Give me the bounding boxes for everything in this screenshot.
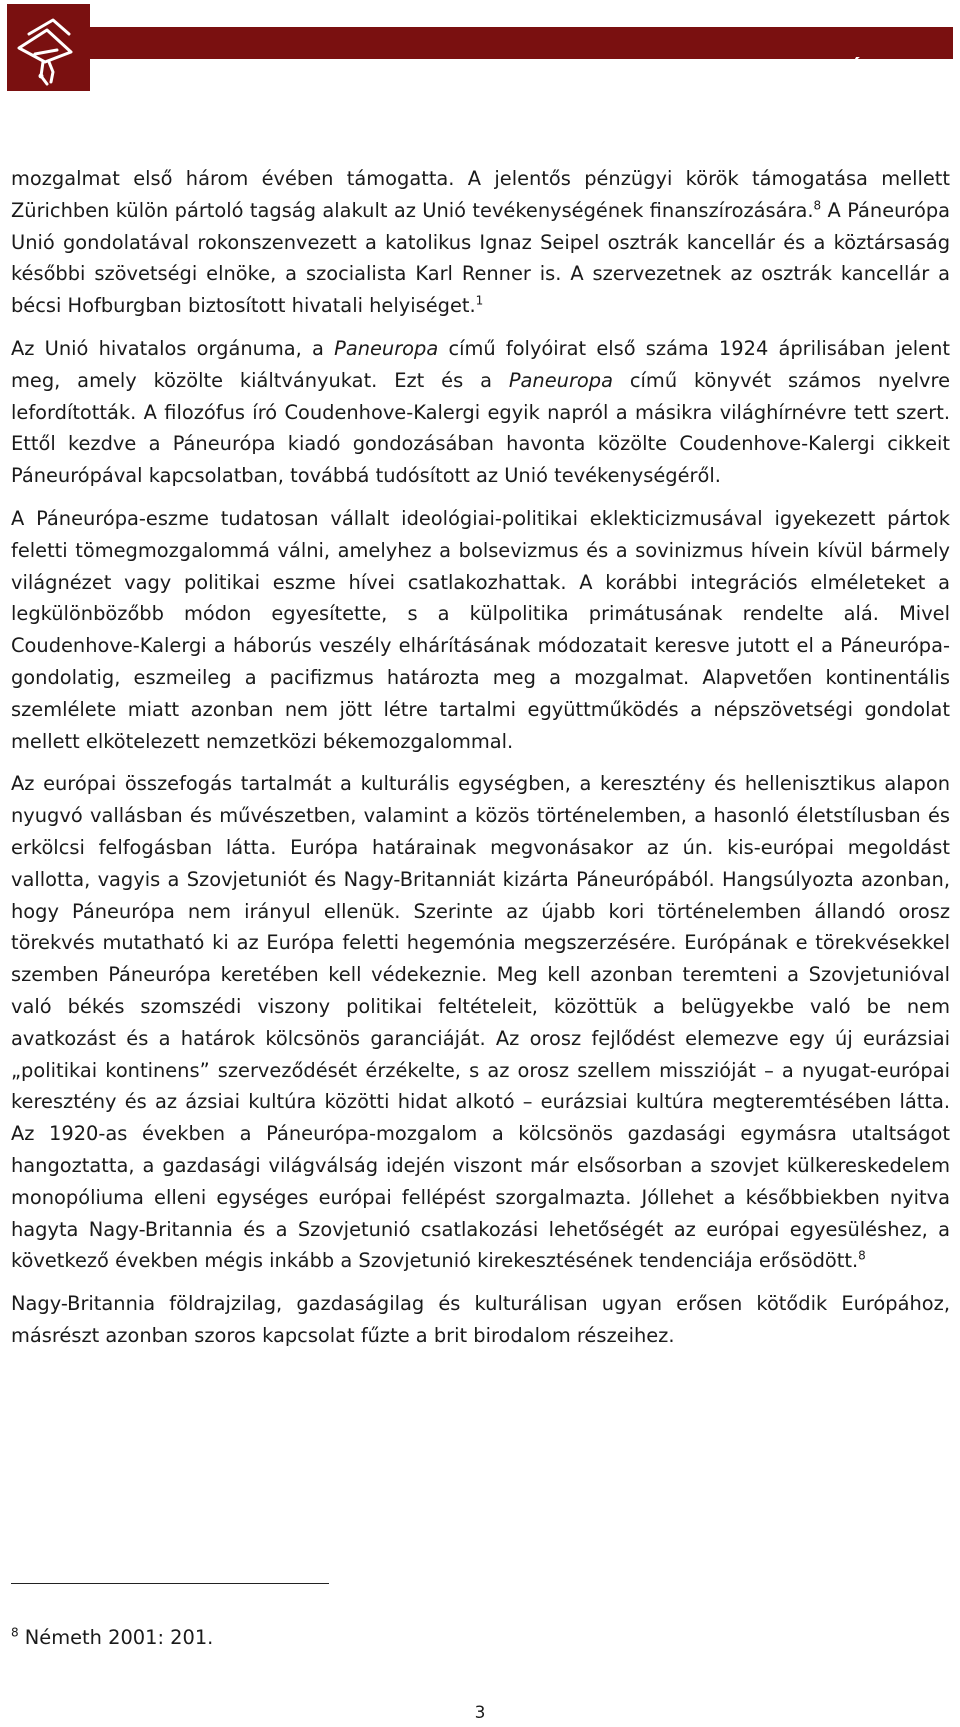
footnote-ref-1: 1 (475, 293, 484, 308)
book-title: Paneuropa (508, 368, 613, 392)
paragraph-4: Az európai összefogás tartalmát a kulturális egységben, a keresztény és hellenisztikus alapon nyugvó vallásban és művészetben, valamint a közös történelemben, a hasonló életstílusban és erkölcsi felfogásban látta. Európa határainak megvonásakor az ún. kis-európai megoldást vallotta, vagyis a Szovjetuniót és Nagy-Britanniát kizárta Páneurópából. Hangsúlyozta azonban, hogy Páneurópa nem irányul ellenük. Szerinte az újabb kori történelemben állandó orosz törekvés mutatható ki az Európa feletti hegemónia megszerzésére. Európának e törekvésekkel szemben Páneurópa keretében kell védekeznie. Meg kell azonban teremteni a Szovjetunióval való békés szomszédi viszony politikai feltételeit, közöttük a belügyekbe való be nem avatkozást és a határok kölcsönös garanciáját. Az orosz fejlődést elemezve egy új eurázsiai „politikai kontinens” szerveződését érzékelte, s az orosz szellem misszióját – a nyugat-európai keresztény és az ázsiai kultúra közötti hidat alkotó – eurázsiai kultúra megteremtésében látta. Az 1920-as években a Páneurópa-mozgalom a kölcsönös gazdasági egymásra utaltságot hangoztatta, a gazdasági világválság idején viszont már elsősorban a szovjet külkereskedelem monopóliuma elleni egységes európai fellépést szorgalmazta. Jóllehet a későbbiekben nyitva hagyta Nagy-Britannia és a Szovjetunió csatlakozási lehetőségét az európai egyesüléshez, a következő években mégis inkább a Szovjetunió kirekesztésének tendenciája erősödött.$^8$ (11, 772, 950, 1273)
grotius-logo-icon (7, 4, 90, 91)
paragraph-1: mozgalmat első három évében támogatta. A jelentős pénzügyi körök támogatása mellett Zürichben külön pártoló tagság alakult az Unió tevékenységének finanszírozására.$^8$ A Páneurópa Unió gondolatával rokonszenvezett a katolikus Ignaz Seipel osztrák kancellár és a köztársaság későbbi szövetségi elnöke, a szocialista Karl Renner is. A szervezetnek az osztrák kancellár a bécsi Hofburgban biztosított hivatali helyiséget.$^1$ (11, 167, 951, 318)
paragraph-2: Az Unió hivatalos orgánuma, a Paneuropa című folyóirat első száma 1924 áprilisában jelent meg, amely közölte kiáltványukat. Ezt és a Paneuropa című könyvét számos nyelvre lefordították. A filozófus író Coudenhove-Kalergi egyik napról a másikra világhírnévre tett szert. Ettől kezdve a Páneurópa kiadó gondozásában havonta közölte Coudenhove-Kalergi cikkeit Páneurópával kapcsolatban, továbbá tudósított az Unió tevékenységéről. (11, 336, 951, 488)
page-body (11, 163, 950, 1363)
footnote-ref-8: 8 (813, 198, 822, 213)
footnote-ref-8: 8 (858, 1248, 866, 1263)
page-number: 3 (474, 1703, 486, 1723)
page-header (0, 0, 960, 95)
footnote-text: Németh 2001: 201. (18, 1626, 214, 1649)
paragraph-3: A Páneurópa-eszme tudatosan vállalt ideológiai-politikai eklekticizmusával igyekezett pártok feletti tömegmozgalommá válni, amelyhez a bolsevizmus és a sovinizmus hívein kívül bármely világnézet vagy politikai eszme hívei csatlakozhattak. A korábbi integrációs elméleteket a legkülönbözőbb módon egyesítette, s a külpolitika primátusának rendelte alá. Mivel Coudenhove-Kalergi a háborús veszély elhárításának módozatait keresve jutott el a Páneurópa-gondolatig, eszmeileg a pacifizmus határozta meg a mozgalmat. Alapvetően kontinentális szemlélete miatt azonban nem jött létre tartalmi együttműködés a népszövetségi gondolat mellett elkötelezett nemzetközi békemozgalommal. (11, 506, 950, 753)
footnote (11, 1623, 213, 1653)
footnote-marker: 8 (11, 1625, 19, 1640)
footnote-separator (11, 1583, 329, 1584)
header-bar (7, 27, 953, 84)
paragraph-5: Nagy-Britannia földrajzilag, gazdaságilag és kulturálisan ugyan erősen kötődik Európához, másrészt azonban szoros kapcsolat fűzte a brit birodalom részeihez. (11, 1292, 950, 1347)
header-title: GROTIUS – TANULMÁNYOK (600, 58, 939, 84)
journal-title: Paneuropa (334, 336, 439, 360)
